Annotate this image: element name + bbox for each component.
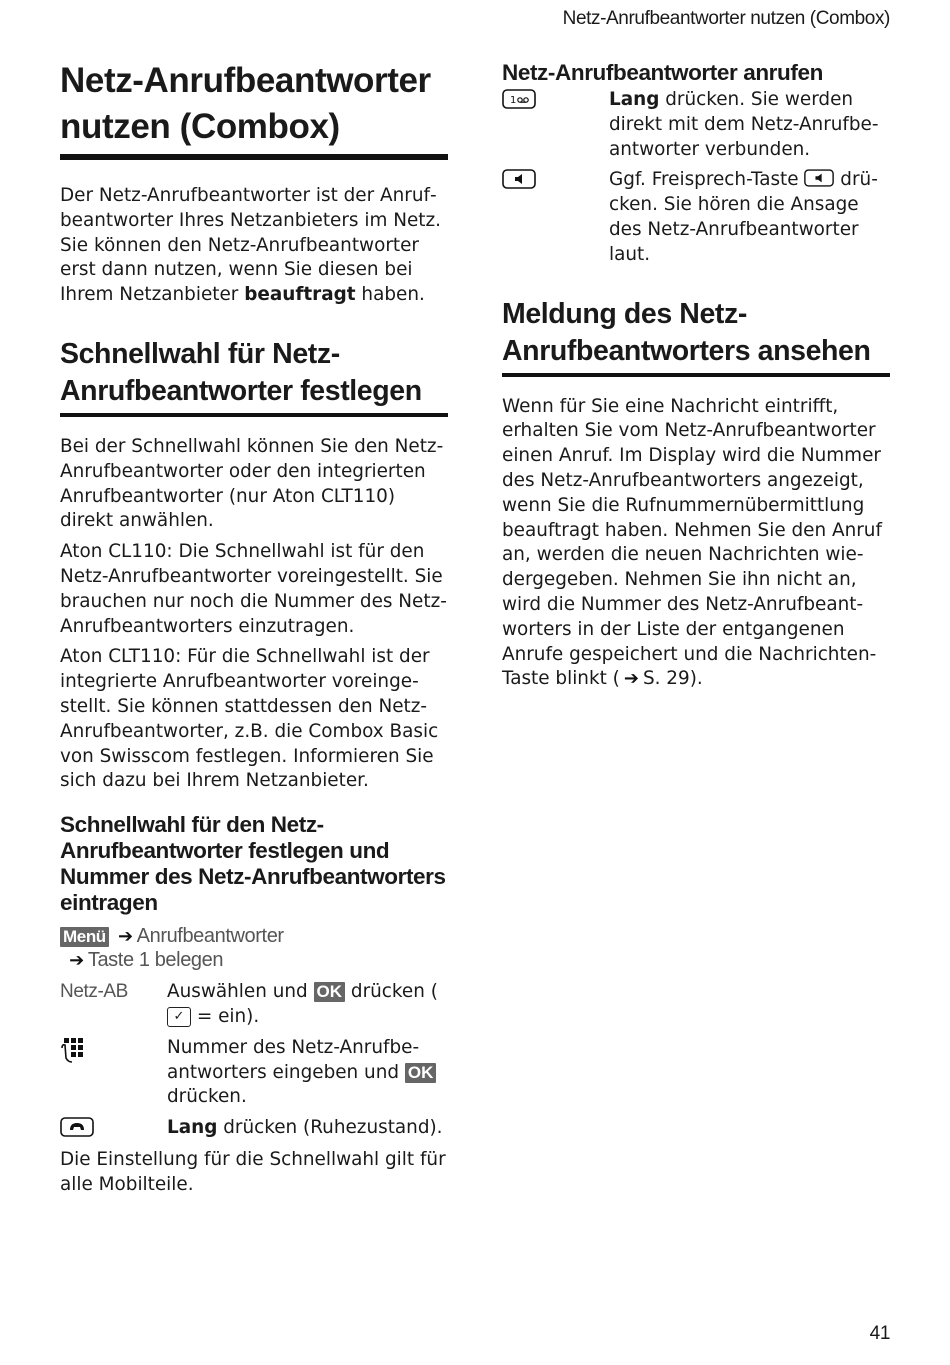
keypad-icon [60, 1036, 90, 1066]
subsection-title: Schnellwahl für den Netz-Anrufbeantworter festlegen und Nummer des Netz-Anrufbeantworters eintragen [60, 812, 446, 916]
svg-text:1: 1 [510, 95, 517, 106]
menu-item-anrufbeantworter: Anrufbeantworter [136, 925, 284, 948]
end-call-key-icon [60, 1116, 94, 1138]
menu-key: Menü [60, 927, 109, 947]
speaker-key-icon [804, 168, 834, 188]
paragraph-aton-clt110: Aton CLT110: Für die Schnellwahl ist der integrierte Anrufbeantworter voreingestellt. Sie können stattdessen den Netz-Anrufbeantworter, z.B. die Combox Basic von Swisscom festlegen. Informieren Sie sich dazu bei Ihrem Netzanbieter. [60, 646, 439, 792]
page-title-line2: nutzen (Combox) [60, 107, 340, 146]
paragraph-aton-cl110: Aton CL110: Die Schnellwahl ist für den Netz-Anrufbeantworter voreingestellt. Sie brauchen nur noch die Nummer des Netz-Anrufbeantworters einzutragen. [60, 541, 447, 637]
page-title-line1: Netz-Anrufbeantworter [60, 61, 431, 100]
section-title-schnellwahl: Schnellwahl für Netz- Anrufbeantworter festlegen [60, 337, 422, 407]
voicemail-key-icon [502, 88, 536, 110]
arrow-right-icon: ➔ [69, 950, 84, 971]
step-select-netz-ab: Netz-AB Auswählen und OK drücken (✓ = ein). [60, 980, 448, 1030]
call-section-title: Netz-Anrufbeantworter anrufen [502, 60, 823, 85]
step-label-netz-ab: Netz-AB [60, 981, 128, 1003]
running-header: Netz-Anrufbeantworter nutzen (Combox) [562, 8, 890, 29]
arrow-right-icon: ➔ [623, 668, 639, 690]
menu-item-taste-1: Taste 1 belegen [87, 949, 224, 972]
right-column [502, 0, 890, 698]
menu-path [60, 924, 448, 972]
step-speaker: Ggf. Freisprech-Taste drücken. Sie hören die Ansage des Netz-Anrufbeantworter laut. [502, 168, 890, 267]
page-title [60, 58, 448, 154]
step-end-call: Lang drücken (Ruhezustand). [60, 1116, 448, 1142]
section-rule [60, 413, 448, 417]
step-enter-number: Nummer des Netz-Anrufbeantworters eingeben und OK drücken. [60, 1036, 448, 1110]
section-title-meldung: Meldung des Netz- Anrufbeantworters ansehen [502, 297, 871, 367]
paragraph-schnellwahl: Bei der Schnellwahl können Sie den Netz-Anrufbeantworter oder den integrierten Anrufbeantworter (nur Aton CLT110) direkt anwählen. [60, 435, 444, 532]
page-reference-link[interactable]: S. 29 [642, 668, 690, 690]
arrow-right-icon: ➔ [117, 926, 133, 947]
ok-key: OK [405, 1063, 437, 1083]
left-column [60, 0, 448, 1204]
intro-paragraph: Der Netz-Anrufbeantworter ist der Anrufbeantworter Ihres Netzanbieters im Netz. Sie können den Netz-Anrufbeantworter erst dann nutzen, wenn Sie diesen bei Ihrem Netzanbieter beauftragt haben. [60, 185, 442, 306]
page-number: 41 [869, 1323, 890, 1344]
speaker-key-icon [502, 168, 536, 190]
step-call-voicemail: 1 Lang drücken. Sie werden direkt mit dem Netz-Anrufbeantworter verbunden. [502, 88, 890, 162]
section-rule [502, 373, 890, 377]
closing-paragraph: Die Einstellung für die Schnellwahl gilt für alle Mobilteile. [60, 1149, 446, 1195]
checkbox-checked-icon: ✓ [167, 1007, 191, 1027]
ok-key: OK [314, 982, 346, 1002]
title-rule [60, 154, 448, 160]
paragraph-meldung: Wenn für Sie eine Nachricht eintrifft, erhalten Sie vom Netz-Anrufbeantworter einen Anruf. Im Display wird die Nummer des Netz-Anrufbeantworters angezeigt, wenn Sie die Rufnummernübermittlung beauftragt haben. Nehmen Sie den Anruf an, werden die neuen Nachrichten wiedergegeben. Nehmen Sie ihn nicht an, wird die Nummer des Netz-Anrufbeantworters in der Liste der entgangenen Anrufe gespeichert und die Nachrichten-Taste blinkt ( ➔ S. 29). [502, 395, 882, 690]
